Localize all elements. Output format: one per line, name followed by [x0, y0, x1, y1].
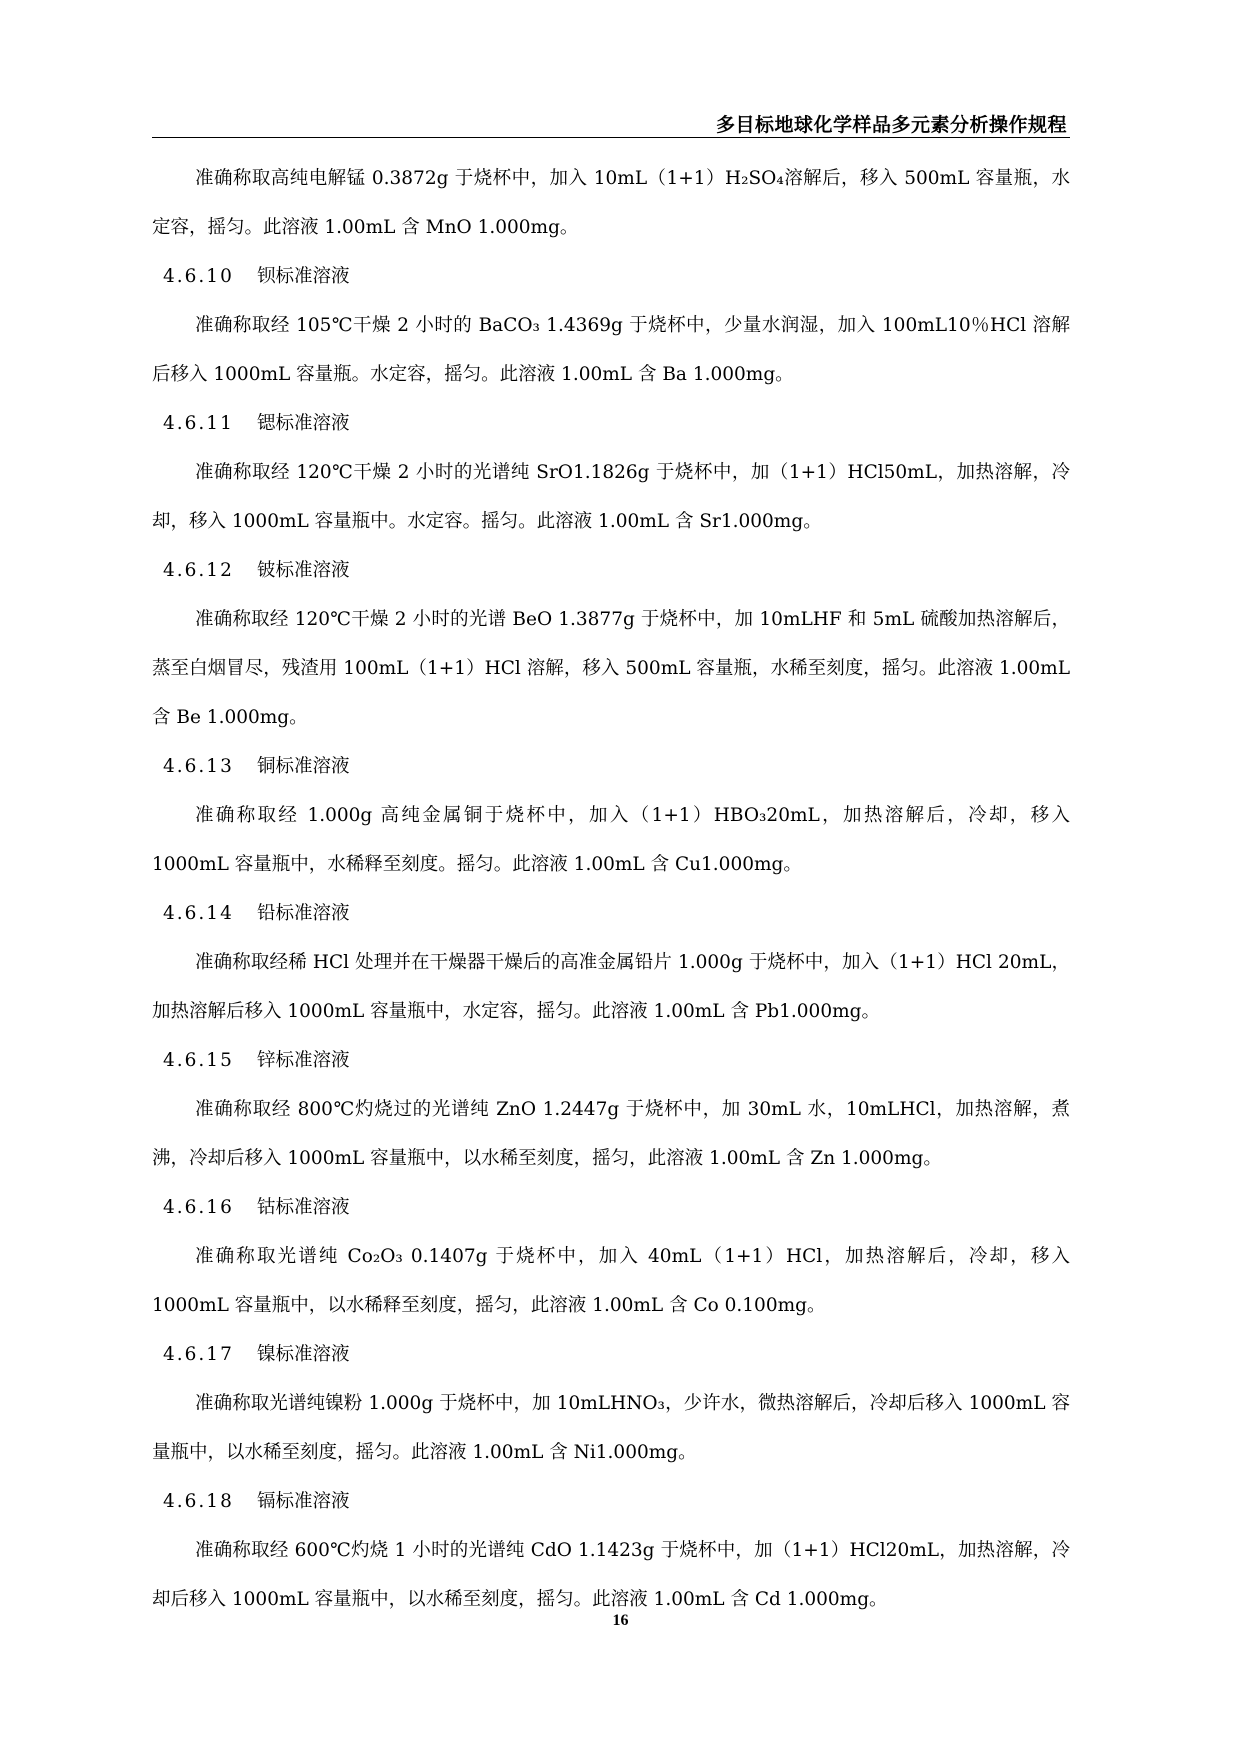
section-title: 钡标准溶液 [257, 266, 350, 287]
page-number: 16 [612, 1612, 629, 1629]
section-title: 锌标准溶液 [257, 1050, 350, 1071]
section-title: 铅标准溶液 [257, 903, 350, 924]
paragraph-lead: 准确称取经稀 HCl 处理并在干燥器干燥后的高准金属铅片 1.000g 于烧杯中，加入（1+1）HCl 20mL，加热溶解后移入 1000mL 容量瓶中，水定容，摇匀。此溶液 1.00mL 含 Pb1.000mg。 [152, 952, 1070, 1022]
paragraph-strontium: 准确称取经 120℃干燥 2 小时的光谱纯 SrO1.1826g 于烧杯中，加（1+1）HCl50mL，加热溶解，冷却，移入 1000mL 容量瓶中。水定容。摇匀。此溶液 1.00mL 含 Sr1.000mg。 [152, 462, 1070, 532]
section-heading-zinc [152, 1036, 1070, 1085]
section-heading-lead [152, 889, 1070, 938]
paragraph-nickel: 准确称取光谱纯镍粉 1.000g 于烧杯中，加 10mLHNO₃，少许水，微热溶解后，冷却后移入 1000mL 容量瓶中，以水稀至刻度，摇匀。此溶液 1.00mL 含 Ni1.000mg。 [152, 1393, 1070, 1463]
section-heading-nickel [152, 1330, 1070, 1379]
section-number: 4.6.16 [163, 1197, 234, 1218]
section-number: 4.6.12 [163, 560, 234, 581]
paragraph-cobalt: 准确称取光谱纯 Co₂O₃ 0.1407g 于烧杯中，加入 40mL（1+1）HCl，加热溶解后，冷却，移入 1000mL 容量瓶中，以水稀释至刻度，摇匀，此溶液 1.00mL 含 Co 0.100mg。 [152, 1246, 1070, 1316]
section-number: 4.6.18 [163, 1491, 234, 1512]
section-heading-barium [152, 252, 1070, 301]
section-heading-cobalt [152, 1183, 1070, 1232]
section-title: 铜标准溶液 [257, 756, 350, 777]
section-heading-beryllium [152, 546, 1070, 595]
header-title: 多目标地球化学样品多元素分析操作规程 [715, 114, 1067, 136]
paragraph-manganese-prep: 准确称取高纯电解锰 0.3872g 于烧杯中，加入 10mL（1+1）H₂SO₄溶解后，移入 500mL 容量瓶，水定容，摇匀。此溶液 1.00mL 含 MnO 1.000mg。 [152, 168, 1070, 238]
section-number: 4.6.15 [163, 1050, 234, 1071]
section-number: 4.6.13 [163, 756, 234, 777]
section-title: 钴标准溶液 [257, 1197, 350, 1218]
section-title: 镍标准溶液 [257, 1344, 350, 1365]
section-number: 4.6.17 [163, 1344, 234, 1365]
section-number: 4.6.11 [163, 413, 234, 434]
section-title: 铍标准溶液 [257, 560, 350, 581]
page-content [152, 154, 1070, 1624]
section-title: 锶标准溶液 [257, 413, 350, 434]
paragraph-barium: 准确称取经 105℃干燥 2 小时的 BaCO₃ 1.4369g 于烧杯中，少量水润湿，加入 100mL10％HCl 溶解后移入 1000mL 容量瓶。水定容，摇匀。此溶液 1.00mL 含 Ba 1.000mg。 [152, 315, 1070, 385]
section-heading-strontium [152, 399, 1070, 448]
section-title: 镉标准溶液 [257, 1491, 350, 1512]
section-number: 4.6.10 [163, 266, 234, 287]
section-heading-copper [152, 742, 1070, 791]
paragraph-zinc: 准确称取经 800℃灼烧过的光谱纯 ZnO 1.2447g 于烧杯中，加 30mL 水，10mLHCl，加热溶解，煮沸，冷却后移入 1000mL 容量瓶中，以水稀至刻度，摇匀，此溶液 1.00mL 含 Zn 1.000mg。 [152, 1099, 1070, 1169]
section-heading-cadmium [152, 1477, 1070, 1526]
section-number: 4.6.14 [163, 903, 234, 924]
header-rule [152, 137, 1070, 138]
paragraph-copper: 准确称取经 1.000g 高纯金属铜于烧杯中，加入（1+1）HBO₃20mL，加热溶解后，冷却，移入 1000mL 容量瓶中，水稀释至刻度。摇匀。此溶液 1.00mL 含 Cu1.000mg。 [152, 805, 1070, 875]
paragraph-beryllium: 准确称取经 120℃干燥 2 小时的光谱 BeO 1.3877g 于烧杯中，加 10mLHF 和 5mL 硫酸加热溶解后，蒸至白烟冒尽，残渣用 100mL（1+1）HCl 溶解，移入 500mL 容量瓶，水稀至刻度，摇匀。此溶液 1.00mL 含 Be 1.000mg。 [152, 609, 1070, 728]
paragraph-cadmium: 准确称取经 600℃灼烧 1 小时的光谱纯 CdO 1.1423g 于烧杯中，加（1+1）HCl20mL，加热溶解，冷却后移入 1000mL 容量瓶中，以水稀至刻度，摇匀。此溶液 1.00mL 含 Cd 1.000mg。 [152, 1540, 1070, 1610]
